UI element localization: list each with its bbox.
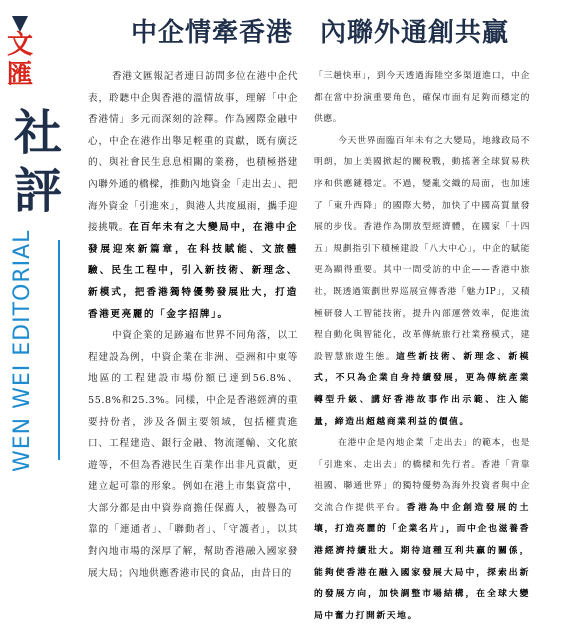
paragraph-3-bold: 這些新技術、新理念、新模式，不只為企業自身持續發展，更為傳統產業轉型升級、講好香港故事作出示範、注入能量，締造出超越商業利益的價值。 — [314, 351, 530, 427]
paragraph-2-continued: 「三趟快車」，到今天透過海陸空多渠道進口，中企都在當中扮演重要角色，確保市面有足夠而穩定的供應。 — [314, 71, 530, 125]
paragraph-3 — [314, 131, 530, 433]
paragraph-1-text: 香港文匯報記者連日訪問多位在港中企代表，聆聽中企與香港的溫情故事，理解「中企香港情」多元而深刻的詮釋。作為國際金融中心，中企在港作出舉足輕重的貢獻，既有廣泛的、與社會民生息息相關的業務，也積極搭建內聯外通的橋樑，推動內地資金「走出去」、把海外資金「引進來」，與港人共度風雨，攜手迎接挑戰。 — [88, 71, 298, 234]
article-column-left — [88, 66, 298, 584]
paragraph-2: 中資企業的足跡遍布世界不同角落，以工程建設為例，中資企業在非洲、亞洲和中東等地區的工程建設市場份額已達到56.8%、55.8%和25.3%。同樣，中企是香港經濟的重要持份者，涉及各個主要領域，包括權貴進口、工程建造、銀行金融、物流運輸、文化旅遊等，不但為香港民生百業作出非凡貢獻，更建立起可靠的形象。例如在港上市集資當中，大部分都是由中資券商擔任保薦人，被譽為可靠的「連通者」、「聯動者」、「守護者」，以其對內地市場的深厚了解，幫助香港融入國家發展大局；內地供應香港市民的食品，由昔日的 — [88, 330, 298, 579]
paragraph-4 — [314, 433, 530, 627]
paragraph-4-bold: 香港為中企創造發展的土壤，打造亮麗的「企業名片」，而中企也滋養香港經濟持續壯大。期待這種互利共贏的關係，能夠使香港在融入國家發展大局中，探索出新的發展方向，加快調整市場結構，在全球大變局中奮力打開新天地。 — [314, 502, 530, 621]
paragraph-4-text: 在港中企是內地企業「走出去」的範本，也是「引進來、走出去」的橋樑和先行者。香港「背靠祖國、聯通世界」的獨特優勢為海外投資者與中企交流合作提供平台。 — [314, 438, 530, 513]
article-column-right — [314, 66, 530, 627]
vertical-divider — [58, 240, 60, 460]
headline: 中企情牽香港 內聯外通創共贏 — [130, 18, 509, 48]
masthead — [0, 0, 80, 627]
paragraph-1-bold: 在百年未有之大變局中，在港中企發展迎來新篇章，在科技賦能、文旅體驗、民生工程中，引入新技術、新理念、新模式，把香港獨特優勢發展壯大，打造香港更亮麗的「金字招牌」。 — [88, 222, 299, 320]
paragraph-1 — [88, 66, 298, 325]
section-english-label: WEN WEI EDITORIAL — [10, 229, 35, 472]
section-title: 社評 — [13, 105, 62, 219]
paragraph-3-text: 今天世界面臨百年未有之大變局，地緣政局不明朗，加上美國掀起的關稅戰，動搖著全球貿易秩序和供應鏈穩定。不過，變亂交織的局面，也加速了「東升西降」的國際大勢，加快了中國高質量發展的步伐。香港作為開放型經濟體，在國家「十四五」規劃指引下積極建設「八大中心」，中企的賦能更為顯得重要。其中一間受訪的中企——香港中旅社，既透過策劃世界巡展宣傳香港「魅力IP」，又積極研發人工智能技術，提升內部運營效率，促進流程自動化與智能化，改革傳統旅行社業務模式，建設智慧旅遊生態。 — [314, 135, 530, 362]
brand-name: 文匯 — [6, 30, 33, 90]
